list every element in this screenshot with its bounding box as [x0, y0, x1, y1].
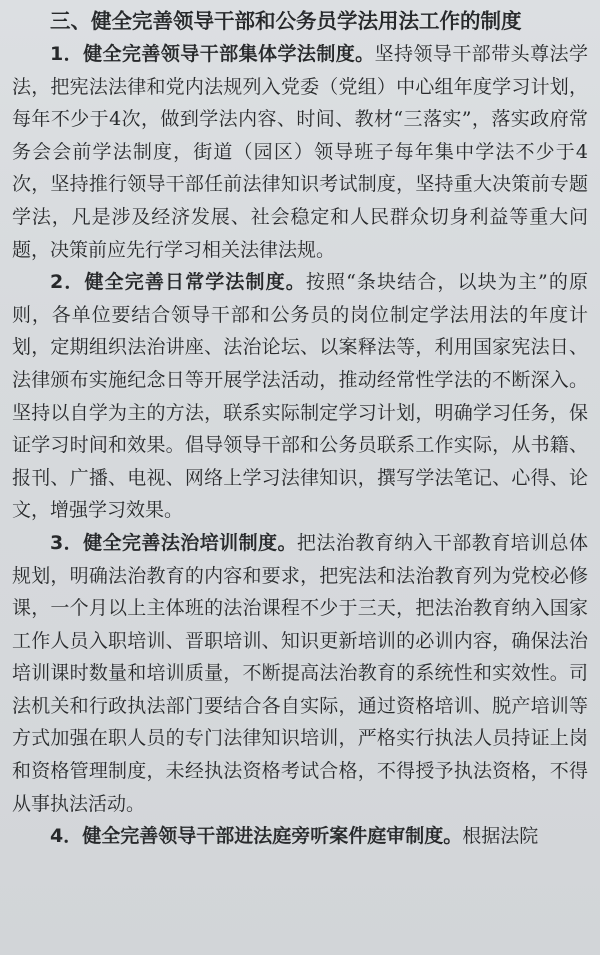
- paragraph-4-lead: 4．健全完善领导干部进法庭旁听案件庭审制度。: [50, 825, 463, 848]
- section-heading: 三、健全完善领导干部和公务员学法用法工作的制度: [50, 9, 522, 33]
- paragraph-2-body: 按照“条块结合，以块为主”的原则，各单位要结合领导干部和公务员的岗位制定学法用法的年度计划，定期组织法治讲座、法治论坛、以案释法等，利用国家宪法日、法律颁布实施纪念日等开展学法活动，推动经常性学法的不断深入。坚持以自学为主的方法，联系实际制定学习计划，明确学习任务，保证学习时间和效果。倡导领导干部和公务员联系工作实际，从书籍、报刊、广播、电视、网络上学习法律知识，撰写学法笔记、心得、论文，增强学习效果。: [12, 271, 588, 522]
- paragraph-3-lead: 3．健全完善法治培训制度。: [50, 531, 297, 554]
- paragraph-2-lead: 2．健全完善日常学法制度。: [50, 271, 306, 294]
- paragraph-1-lead: 1．健全完善领导干部集体学法制度。: [50, 43, 375, 65]
- paragraph-4: [12, 820, 588, 853]
- paragraph-1: [12, 38, 588, 266]
- paragraph-4-body: 根据法院: [462, 825, 539, 848]
- paragraph-3-body: 把法治教育纳入干部教育培训总体规划，明确法治教育的内容和要求，把宪法和法治教育列为党校必修课，一个月以上主体班的法治课程不少于三天，把法治教育纳入国家工作人员入职培训、晋职培训、知识更新培训的必训内容，确保法治培训课时数量和培训质量，不断提高法治教育的系统性和实效性。司法机关和行政执法部门要结合各自实际，通过资格培训、脱产培训等方式加强在职人员的专门法律知识培训，严格实行执法人员持证上岗和资格管理制度，未经执法资格考试合格，不得授予执法资格，不得从事执法活动。: [12, 531, 588, 815]
- paragraph-3: [12, 527, 588, 820]
- paragraph-1-body: 坚持领导干部带头尊法学法，把宪法法律和党内法规列入党委（党组）中心组年度学习计划，每年不少于4次，做到学法内容、时间、教材“三落实”，落实政府常务会会前学法制度，街道（园区）领导班子每年集中学法不少于4次，坚持推行领导干部任前法律知识考试制度，坚持重大决策前专题学法，凡是涉及经济发展、社会稳定和人民群众切身利益等重大问题，决策前应先行学习相关法律法规。: [12, 43, 588, 261]
- paragraph-2: [12, 266, 588, 527]
